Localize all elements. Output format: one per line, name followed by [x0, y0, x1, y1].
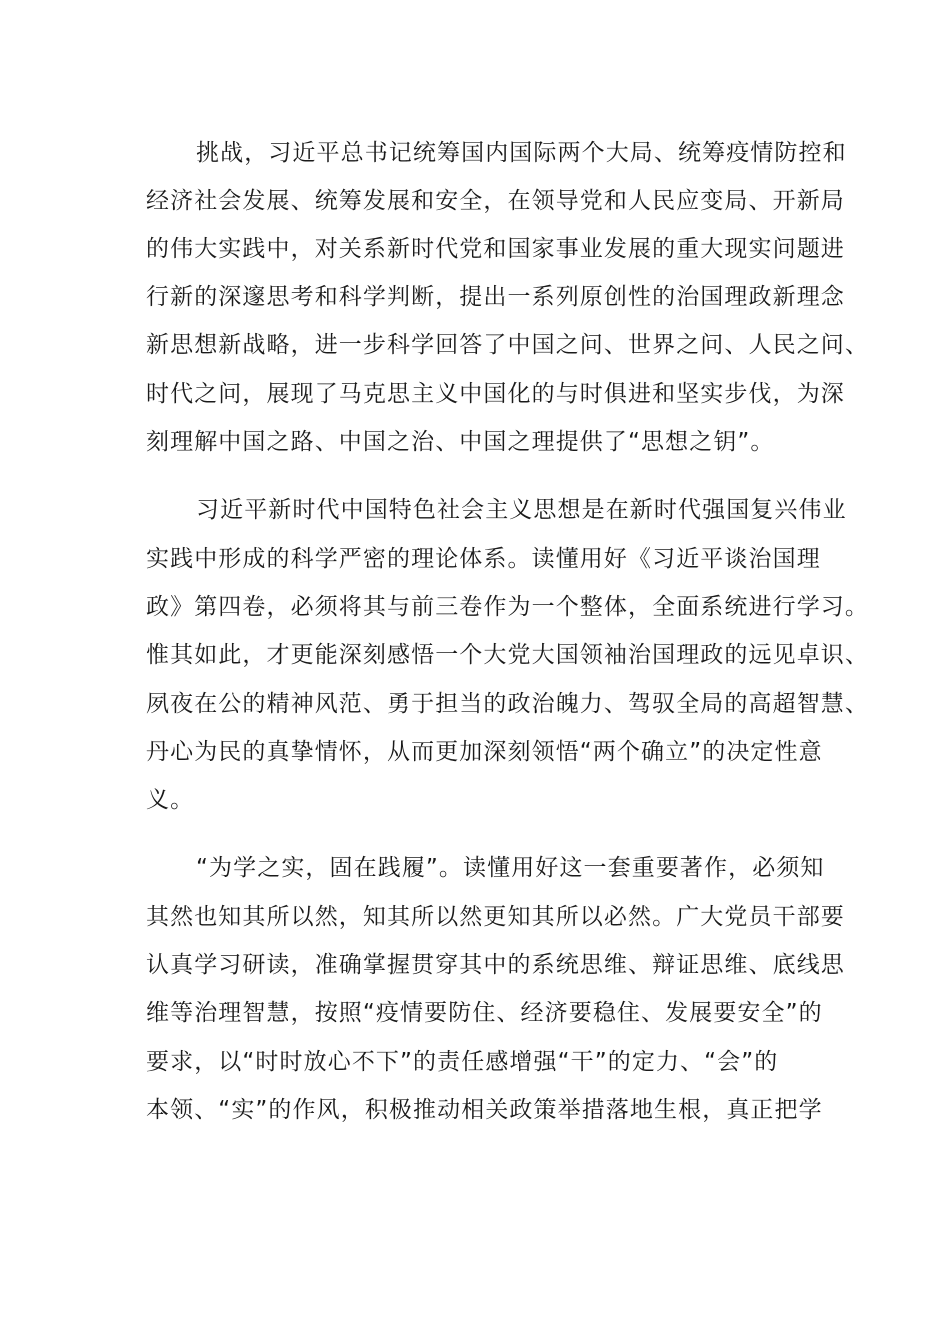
- paragraph-3-line-6: 本领、“实”的作风，积极推动相关政策举措落地生根，真正把学: [146, 1097, 823, 1123]
- paragraph-2-line-4: 惟其如此，才更能深刻感悟一个大党大国领袖治国理政的远见卓识、: [146, 642, 869, 668]
- paragraph-1-line-1: 挑战，习近平总书记统筹国内国际两个大局、统筹疫情防控和: [196, 140, 847, 166]
- paragraph-2-line-2: 实践中形成的科学严密的理论体系。读懂用好《习近平谈治国理: [146, 546, 821, 572]
- paragraph-3-line-5: 要求，以“时时放心不下”的责任感增强“干”的定力、“会”的: [146, 1049, 779, 1075]
- paragraph-2-line-3: 政》第四卷，必须将其与前三卷作为一个整体，全面系统进行学习。: [146, 594, 869, 620]
- paragraph-2-line-1: 习近平新时代中国特色社会主义思想是在新时代强国复兴伟业: [196, 497, 847, 523]
- paragraph-3-line-2: 其然也知其所以然，知其所以然更知其所以必然。广大党员干部要: [146, 904, 845, 930]
- paragraph-2-line-5: 夙夜在公的精神风范、勇于担当的政治魄力、驾驭全局的高超智慧、: [146, 691, 869, 717]
- paragraph-2-line-7: 义。: [146, 787, 195, 813]
- paragraph-1-line-2: 经济社会发展、统筹发展和安全，在领导党和人民应变局、开新局: [146, 188, 845, 214]
- paragraph-1-line-5: 新思想新战略，进一步科学回答了中国之问、世界之问、人民之问、: [146, 332, 869, 358]
- paragraph-1-line-7: 刻理解中国之路、中国之治、中国之理提供了“思想之钥”。: [146, 429, 775, 455]
- paragraph-2-line-6: 丹心为民的真挚情怀，从而更加深刻领悟“两个确立”的决定性意: [146, 739, 823, 765]
- paragraph-3-line-1: “为学之实，固在践履”。读懂用好这一套重要著作，必须知: [196, 855, 825, 881]
- paragraph-1-line-6: 时代之问，展现了马克思主义中国化的与时俱进和坚实步伐，为深: [146, 381, 845, 407]
- paragraph-3-line-4: 维等治理智慧，按照“疫情要防住、经济要稳住、发展要安全”的: [146, 1000, 823, 1026]
- paragraph-3-line-3: 认真学习研读，准确掌握贯穿其中的系统思维、辩证思维、底线思: [146, 952, 845, 978]
- paragraph-1-line-3: 的伟大实践中，对关系新时代党和国家事业发展的重大现实问题进: [146, 236, 845, 262]
- paragraph-1-line-4: 行新的深邃思考和科学判断，提出一系列原创性的治国理政新理念: [146, 284, 845, 310]
